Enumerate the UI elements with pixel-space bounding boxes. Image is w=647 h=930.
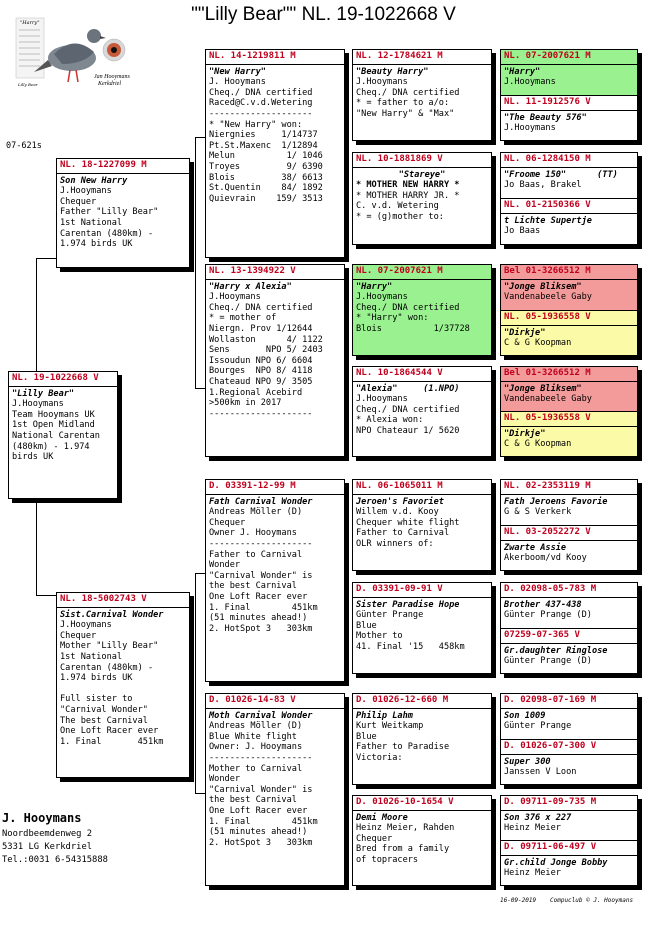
logo-caption-place: Kerkdriel: [98, 81, 121, 87]
gen3-line: of topracers: [356, 854, 419, 865]
gen3-line: * Alexia won:: [356, 415, 424, 426]
gen3-line: Blois 1/37728: [356, 323, 470, 334]
connector-fm-link: [195, 388, 205, 389]
subject-line: birds UK: [12, 452, 54, 463]
gen3-ring: D. 01026-12-660 M: [353, 694, 491, 709]
father-card[interactable]: [56, 158, 190, 268]
gen3-line: * = father to a/o:: [356, 98, 450, 109]
gen3-card-7[interactable]: [352, 693, 492, 785]
gen3-card-2[interactable]: [352, 152, 492, 245]
mm-line: Wonder: [209, 774, 241, 785]
gen4-owner: Günter Prange (D): [504, 656, 592, 667]
mother-line: Full sister to: [60, 694, 133, 705]
mf-line: Owner J. Hooymans: [209, 528, 297, 539]
ff-line: Cheq./ DNA certified: [209, 87, 313, 98]
breeder-city: 5331 LG Kerkdriel: [2, 842, 93, 852]
gen3-name: "Beauty Harry": [356, 66, 429, 77]
mf-name: Fath Carnival Wonder: [209, 496, 313, 507]
breeder-phone: Tel.:0031 6-54315888: [2, 855, 108, 865]
gen4-owner: J.Hooymans: [504, 123, 556, 134]
father-line: Chequer: [60, 196, 97, 207]
mother-line: 1.974 birds UK: [60, 673, 133, 684]
gen4-ring: NL. 06-1284150 M: [501, 153, 637, 168]
ff-line: St.Quentin 84/ 1892: [209, 183, 323, 194]
gen2-ff-card[interactable]: [205, 49, 345, 258]
mother-card[interactable]: [56, 592, 190, 778]
gen4-owner: Günter Prange (D): [504, 610, 592, 621]
gen4-ring: NL. 07-2007621 M: [501, 50, 637, 65]
connector-ff-link: [195, 137, 205, 138]
mm-line: One Loft Racer ever: [209, 805, 308, 816]
footer-credit: Compuclub © J. Hooymans: [550, 897, 634, 904]
mm-line: Owner: J. Hooymans: [209, 742, 303, 753]
mm-line: 2. HotSpot 3 303km: [209, 837, 313, 848]
gen3-line: Blue: [356, 731, 377, 742]
gen3-line: OLR winners of:: [356, 538, 434, 549]
gen4-ring: NL. 02-2353119 M: [501, 480, 637, 495]
mother-line: Mother "Lilly Bear": [60, 641, 159, 652]
ff-line: J. Hooymans: [209, 77, 266, 88]
mf-line: One Loft Racer ever: [209, 591, 308, 602]
ff-line: Melun 1/ 1046: [209, 151, 323, 162]
gen4-name: "Dirkje": [504, 428, 546, 439]
ff-line: Blois 38/ 6613: [209, 172, 323, 183]
gen4-owner: Vandenabeele Gaby: [504, 394, 592, 405]
ff-line: Troyes 9/ 6390: [209, 161, 323, 172]
fm-line: >500km in 2017: [209, 398, 282, 409]
fm-ring: NL. 13-1394922 V: [206, 265, 344, 280]
mf-line: (51 minutes ahead!): [209, 613, 308, 624]
mm-line: Mother to Carnival: [209, 763, 303, 774]
gen4-name: "Jonge Bliksem": [504, 383, 582, 394]
fm-line: --------------------: [209, 408, 313, 419]
gen4-card-pair-4[interactable]: [500, 366, 638, 457]
gen3-line: * MOTHER NEW HARRY *: [356, 180, 460, 191]
logo-side-text: Lilly Bear: [18, 82, 38, 87]
fm-name: "Harry x Alexia": [209, 281, 292, 292]
gen3-line: Blue: [356, 620, 377, 631]
gen4-card-pair-6[interactable]: [500, 582, 638, 674]
connector-father-link: [36, 258, 56, 259]
ff-line: Quievrain 159/ 3513: [209, 193, 323, 204]
gen3-ring: D. 01026-10-1654 V: [353, 796, 491, 811]
mf-ring: D. 03391-12-99 M: [206, 480, 344, 495]
gen4-ring: Bel 01-3266512 M: [501, 265, 637, 280]
gen3-card-4[interactable]: [352, 366, 492, 457]
gen4-owner: Jo Baas, Brakel: [504, 180, 582, 191]
gen4-ring: NL. 03-2052272 V: [501, 526, 637, 541]
connector-mother: [195, 573, 196, 793]
gen4-ring: D. 02098-07-169 M: [501, 694, 637, 709]
mf-line: Wonder: [209, 560, 241, 571]
footer-date: 16-09-2019: [500, 897, 537, 904]
gen4-name: Brother 437-438: [504, 599, 582, 610]
gen4-owner: Akerboom/vd Kooy: [504, 553, 587, 564]
gen4-card-pair-5[interactable]: [500, 479, 638, 571]
father-line: 1st National: [60, 217, 123, 228]
ff-line: * "New Harry" won:: [209, 119, 303, 130]
gen3-line: Chequer: [356, 833, 393, 844]
gen4-name: "The Beauty 576": [504, 112, 587, 123]
gen4-name: Super 300: [504, 756, 551, 767]
gen3-line: * = (g)mother to:: [356, 211, 444, 222]
gen3-line: J.Hooymans: [356, 77, 408, 88]
mother-line: "Carnival Wonder": [60, 704, 148, 715]
connector-mother-link: [36, 595, 56, 596]
logo-caption-name: Jan Hooymans: [94, 74, 130, 80]
gen4-card-pair-8[interactable]: [500, 795, 638, 886]
fm-line: * = mother of: [209, 313, 277, 324]
gen3-line: Günter Prange: [356, 610, 424, 621]
gen3-line: J.Hooymans: [356, 394, 408, 405]
gen3-line: Cheq./ DNA certified: [356, 404, 460, 415]
gen3-line: NPO Chateaur 1/ 5620: [356, 425, 460, 436]
gen4-owner: G & S Verkerk: [504, 507, 572, 518]
gen4-owner: Heinz Meier: [504, 823, 561, 834]
mother-line: The best Carnival: [60, 715, 148, 726]
gen4-name: "Harry": [504, 66, 541, 77]
gen3-name: "Harry": [356, 281, 393, 292]
ff-line: Raced@C.v.d.Wetering: [209, 98, 313, 109]
fm-line: Wollaston 4/ 1122: [209, 334, 323, 345]
page-title: ""Lilly Bear"" NL. 19-1022668 V: [191, 4, 456, 25]
mm-line: 1. Final 451km: [209, 816, 318, 827]
gen4-ring: D. 02098-05-783 M: [501, 583, 637, 598]
gen3-line: Heinz Meier, Rahden: [356, 823, 455, 834]
gen3-card-5[interactable]: [352, 479, 492, 571]
gen4-name: t Lichte Supertje: [504, 215, 592, 226]
gen3-name: Philip Lahm: [356, 710, 413, 721]
gen3-card-1[interactable]: [352, 49, 492, 141]
fm-line: Sens NPO 5/ 2403: [209, 345, 323, 356]
mother-name: Sist.Carnival Wonder: [60, 609, 164, 620]
mother-line: J.Hooymans: [60, 620, 112, 631]
gen4-owner: Günter Prange: [504, 721, 572, 732]
mm-line: --------------------: [209, 752, 313, 763]
gen4-card-pair-2[interactable]: [500, 152, 638, 245]
gen4-name: Son 1009: [504, 710, 546, 721]
gen3-line: Cheq./ DNA certified: [356, 302, 460, 313]
gen4-owner: J.Hooymans: [504, 77, 556, 88]
gen4-owner: Heinz Meier: [504, 868, 561, 879]
gen3-line: Kurt Weitkamp: [356, 721, 424, 732]
mother-line: 1. Final 451km: [60, 736, 164, 747]
mother-line: [60, 684, 186, 695]
breeder-name: J. Hooymans: [2, 811, 82, 825]
gen4-owner: Janssen V Loon: [504, 767, 577, 778]
gen4-owner: C & G Koopman: [504, 338, 572, 349]
mother-line: One Loft Racer ever: [60, 726, 159, 737]
gen4-name: Son 376 x 227: [504, 812, 572, 823]
gen4-ring: D. 09711-09-735 M: [501, 796, 637, 811]
mf-line: Andreas Möller (D): [209, 507, 303, 518]
gen3-line: "New Harry" & "Max": [356, 108, 455, 119]
gen3-line: Willem v.d. Kooy: [356, 507, 439, 518]
ff-name: "New Harry": [209, 66, 266, 77]
fm-line: Cheq./ DNA certified: [209, 302, 313, 313]
ff-line: --------------------: [209, 108, 313, 119]
gen3-name: Demi Moore: [356, 812, 408, 823]
gen3-line: * "Harry" won:: [356, 313, 429, 324]
gen3-ring: D. 03391-09-91 V: [353, 583, 491, 598]
gen4-name: Fath Jeroens Favorie: [504, 496, 608, 507]
breeder-street: Noordbeemdenweg 2: [2, 829, 93, 839]
gen3-line: Cheq./ DNA certified: [356, 87, 460, 98]
mm-line: the best Carnival: [209, 795, 297, 806]
gen3-ring: NL. 07-2007621 M: [353, 265, 491, 280]
gen4-name: "Dirkje": [504, 327, 546, 338]
mother-line: 1st National: [60, 651, 123, 662]
father-ring: NL. 18-1227099 M: [57, 159, 189, 174]
gen4-ring: NL. 05-1936558 V: [501, 412, 637, 427]
gen4-owner: C & G Koopman: [504, 439, 572, 450]
side-code: 07-621s: [6, 141, 42, 151]
gen3-card-8[interactable]: [352, 795, 492, 886]
gen4-name: Gr.child Jonge Bobby: [504, 857, 608, 868]
mf-line: the best Carnival: [209, 581, 297, 592]
mf-line: Father to Carnival: [209, 549, 303, 560]
gen4-ring: NL. 05-1936558 V: [501, 311, 637, 326]
gen3-line: Bred from a family: [356, 844, 450, 855]
gen3-name: "Alexia" (1.NPO): [356, 383, 460, 394]
subject-line: Team Hooymans UK: [12, 409, 95, 420]
fm-line: Bourges NPO 8/ 4118: [209, 366, 313, 377]
ff-line: Pt.St.Maxenc 1/12894: [209, 140, 318, 151]
mm-name: Moth Carnival Wonder: [209, 710, 313, 721]
gen4-ring: NL. 11-1912576 V: [501, 96, 637, 111]
gen4-card-pair-1[interactable]: [500, 49, 638, 141]
gen4-ring: D. 01026-07-300 V: [501, 740, 637, 755]
gen2-mf-card[interactable]: [205, 479, 345, 682]
father-line: 1.974 birds UK: [60, 239, 133, 250]
fm-line: Issoudun NPO 6/ 6604: [209, 355, 313, 366]
father-line: J.Hooymans: [60, 186, 112, 197]
ff-line: Niergnies 1/14737: [209, 130, 318, 141]
mm-line: Blue White flight: [209, 731, 297, 742]
gen3-line: Mother to: [356, 631, 403, 642]
mf-line: Chequer: [209, 517, 246, 528]
mf-line: 2. HotSpot 3 303km: [209, 623, 313, 634]
gen3-line: Victoria:: [356, 752, 403, 763]
gen3-ring: NL. 10-1864544 V: [353, 367, 491, 382]
father-line: Father "Lilly Bear": [60, 207, 159, 218]
gen4-ring: Bel 01-3266512 M: [501, 367, 637, 382]
mm-line: Andreas Möller (D): [209, 721, 303, 732]
gen4-name: "Froome 150" (TT): [504, 169, 618, 180]
gen3-name: "Stareye": [398, 169, 446, 180]
gen4-name: Gr.daughter Ringlose: [504, 645, 608, 656]
gen4-ring: D. 09711-06-497 V: [501, 841, 637, 856]
mother-line: Carentan (480km) -: [60, 662, 154, 673]
subject-owner: J.Hooymans: [12, 399, 64, 410]
mm-line: "Carnival Wonder" is: [209, 784, 313, 795]
connector-mf-link: [195, 573, 205, 574]
gen3-ring: NL. 06-1065011 M: [353, 480, 491, 495]
father-name: Son New Harry: [60, 175, 128, 186]
gen4-ring: NL. 01-2150366 V: [501, 199, 637, 214]
gen3-card-3[interactable]: [352, 264, 492, 356]
mm-line: (51 minutes ahead!): [209, 827, 308, 838]
gen3-name: Sister Paradise Hope: [356, 599, 460, 610]
gen4-card-pair-3[interactable]: [500, 264, 638, 356]
gen2-fm-card[interactable]: [205, 264, 345, 457]
connector-father: [195, 137, 196, 388]
gen2-mm-card[interactable]: [205, 693, 345, 886]
gen4-name: Zwarte Assie: [504, 542, 567, 553]
mother-line: Chequer: [60, 630, 97, 641]
gen3-ring: NL. 10-1881869 V: [353, 153, 491, 168]
mother-ring: NL. 18-5002743 V: [57, 593, 189, 608]
mm-ring: D. 01026-14-83 V: [206, 694, 344, 709]
gen3-line: * MOTHER HARRY JR. *: [356, 190, 460, 201]
gen3-line: Father to Paradise: [356, 742, 450, 753]
gen4-ring: 07259-07-365 V: [501, 629, 637, 644]
fm-line: Niergn. Prov 1/12644: [209, 323, 313, 334]
gen3-line: Father to Carnival: [356, 528, 450, 539]
gen3-name: Jeroen's Favoriet: [356, 496, 444, 507]
ff-ring: NL. 14-1219811 M: [206, 50, 344, 65]
gen4-name: "Jonge Bliksem": [504, 281, 582, 292]
gen3-line: C. v.d. Wetering: [356, 201, 439, 212]
gen4-card-pair-7[interactable]: [500, 693, 638, 785]
fm-line: 1.Regional Acebird: [209, 387, 303, 398]
mf-line: "Carnival Wonder" is: [209, 570, 313, 581]
breeder-address: [2, 828, 108, 867]
fm-line: J.Hooymans: [209, 292, 261, 303]
gen4-owner: Jo Baas: [504, 226, 541, 237]
subject-line: National Carentan: [12, 430, 100, 441]
gen3-line: 41. Final '15 458km: [356, 641, 465, 652]
subject-line: 1st Open Midland: [12, 420, 95, 431]
fm-line: Chateaud NPO 9/ 3505: [209, 376, 313, 387]
subject-card[interactable]: [8, 371, 118, 499]
mf-line: 1. Final 451km: [209, 602, 318, 613]
father-line: Carentan (480km) -: [60, 228, 154, 239]
subject-line: (480km) - 1.974: [12, 441, 90, 452]
gen3-ring: NL. 12-1784621 M: [353, 50, 491, 65]
subject-name: "Lilly Bear": [12, 388, 75, 399]
gen3-card-6[interactable]: [352, 582, 492, 674]
connector-mm-link: [195, 793, 205, 794]
gen3-line: J.Hooymans: [356, 292, 408, 303]
gen3-line: Chequer white flight: [356, 517, 460, 528]
gen4-owner: Vandenabeele Gaby: [504, 292, 592, 303]
mf-line: --------------------: [209, 538, 313, 549]
subject-ring: NL. 19-1022668 V: [9, 372, 117, 387]
svg-text:"Harry": "Harry": [20, 20, 40, 26]
